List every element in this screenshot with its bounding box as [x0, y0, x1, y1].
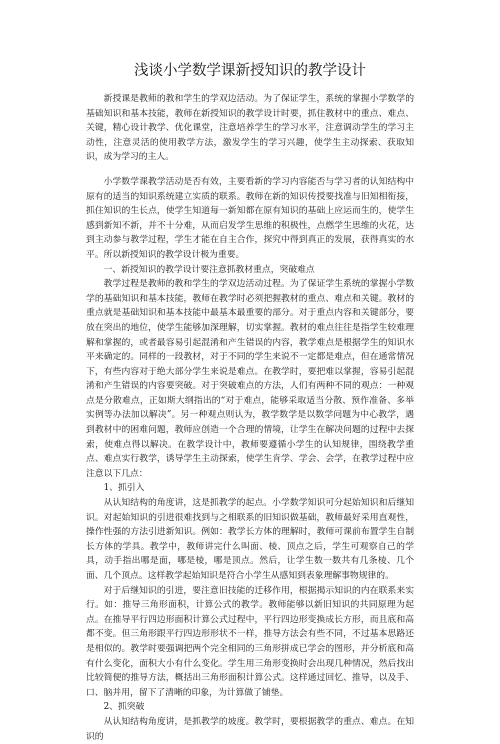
- intro-paragraph: 新授课是教师的教和学生的学双边活动。为了保证学生，系统的掌握小学数学的基础知识和基本技能，教师在新授知识的教学设计时要，抓住教材中的重点、难点、关键，精心设计教学、优化课堂，注意培养学生的学习水平，注意调动学生的学习主动性，注意灵活的使用教学方法，激发学生的学习兴趣，使学生主动探索、获取知识，成为学习的主人。: [86, 94, 414, 163]
- body-paragraph: 对于后继知识的引进，要注意旧技能的迁移作用，根据揭示知识的内在联系来实行。如：推导三角形面积，计算公式的教学。教师能够以新旧知识的共同原理为起点。在推导平行四边形面积计算公式过程中，平行四边形变换成长方形，而且底和高都不变。但三角形跟平行四边形形状不一样，推导方法会有些不同，不过基本思路还是相似的。教学时要强调把两个完全相同的三角形拼成已学会的图形，并分析底和高有什么变化，面积大小有什么变化。学生用三角形变换时会出现几种情况，然后找出比较简便的推导方法，概括出三角形面积计算公式。这样通过回忆、推导，以及手、口、脑并用，留下了清晰的印象，为计算做了铺垫。: [86, 585, 414, 698]
- subsection-heading: 2、抓突破: [103, 702, 145, 713]
- body-paragraph: 教学过程是教师的教和学生的学双边活动过程。为了保证学生系统的掌握小学数学的基础知识和基本技能，教师在教学时必须把握教材的重点、难点和关键。教材的重点就是基础知识和基本技能中最基本最重要的部分。对于重点内容和关键部分，要放在突出的地位，使学生能够加深理解，切实掌握。教材的难点往往是指学生较难理解和掌握的，或者最容易引起混淆和产生错误的内容，教学难点是根据学生的知识水平来确定的。同样的一段教材，对于不同的学生来说不一定都是难点，但在通常情况下，有些内容对于绝大部分学生来说是难点。在教学时，要把难以掌握，容易引起混淆和产生错误的内容要突破。对于突破难点的方法，人们有两种不同的观点：一种观点是分散难点，正如斯大纲指出的“对于难点，能够采取适当分散、预作准备、多举实例等办法加以解决”。另一种观点则认为，教学数学是以数学问题为中心教学，遇到教材中的困难问题，教师应创造一个合理的情境，让学生在解决问题的过程中去探索，使难点得以解决。在教学设计中，教师要遵循小学生的认知规律，围绕教学重点、难点实行教学，诱导学生主动探索，使学生肯学、学会、会学，在教学过程中应注意以下几点：: [86, 279, 414, 479]
- body-paragraph: 从认知结构的角度讲，这是抓教学的起点。小学数学知识可分起始知识和后继知识。对起始知识的引进很难找到与之相联系的旧知识做基础，教师最好采用直观性，操作性强的方法引进新知识。例如：教学长方体的理解时，教师可课前布置学生自制长方体的学具。教学中，教师讲完什么叫面、棱、顶点之后，学生可观察自己的学具，动手指出哪是面，哪是棱，哪是顶点。然后，让学生数一数共有几条棱、几个面、几个顶点。这样教学起始知识是符合小学生从感知到表象理解事物规律的。: [86, 498, 414, 581]
- document-title: 浅谈小学数学课新授知识的教学设计: [134, 63, 366, 79]
- section-heading: 一、新授知识的教学设计要注意抓教材重点，突破难点: [103, 264, 315, 275]
- subsection-heading: 1、抓引入: [103, 483, 145, 494]
- body-paragraph: 从认知结构角度讲，是抓教学的坡度。教学时，要根据教学的重点、难点。在知识的: [86, 716, 414, 742]
- body-paragraph: 小学数学课教学活动是否有效，主要看新的学习内容能否与学习者的认知结构中原有的适当的知识系统建立实质的联系。教师在新的知识传授要找准与旧知相衔接，抓住知识的生长点，使学生知道每一新知都在原有知识的基础上应运而生的，使学生感到新知不新，并不十分难，从而启发学生思维的积极性，点燃学生思维的火花，达到主动参与教学过程，学生才能在自主合作，探究中得到真正的发展，获得真实的水平。所以新授知识的教学设计极为重要。: [86, 176, 414, 260]
